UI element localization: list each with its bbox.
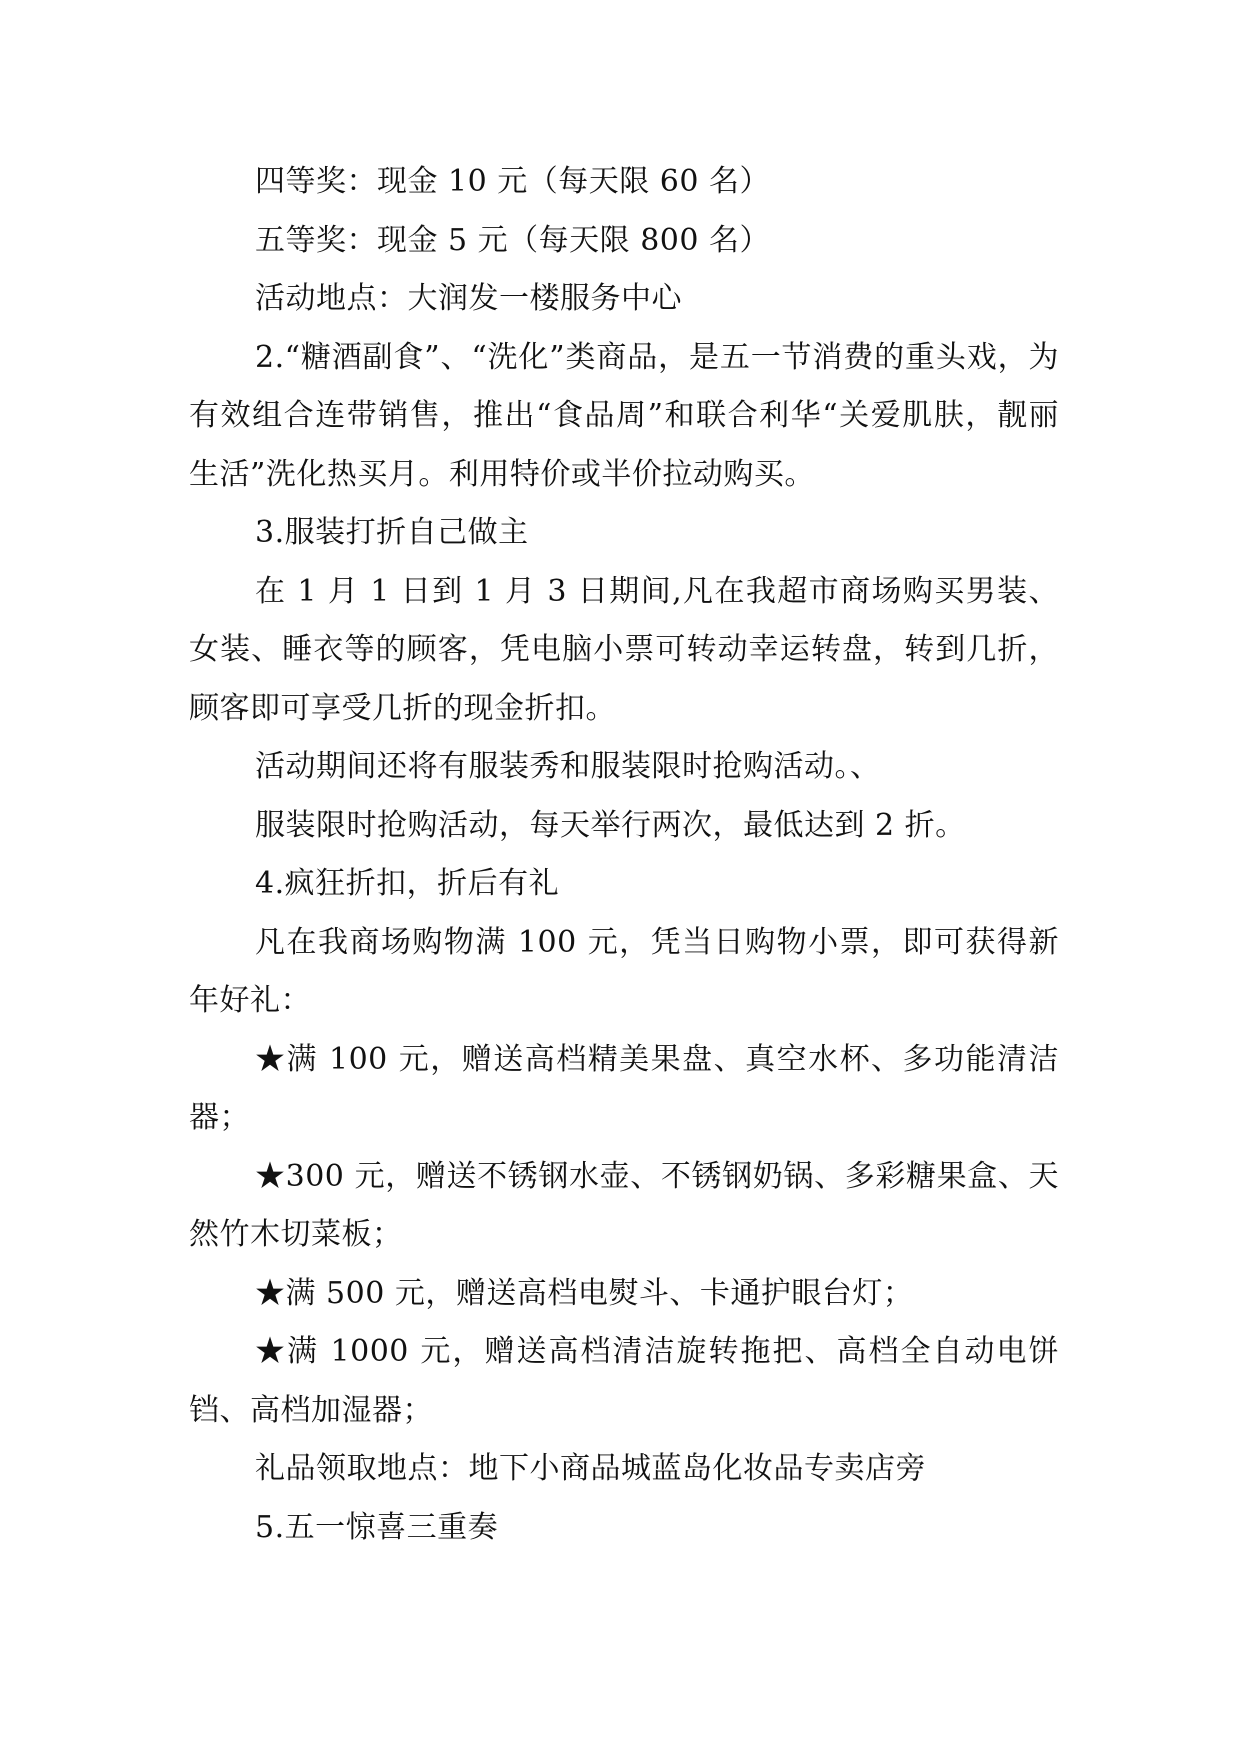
paragraph-fifth-prize: 五等奖：现金 5 元（每天限 800 名） xyxy=(255,222,770,258)
paragraph-gift-500: ★满 500 元，赠送高档电熨斗、卡通护眼台灯； xyxy=(255,1275,914,1311)
paragraph-gift-300: ★300 元，赠送不锈钢水壶、不锈钢奶锅、多彩糖果盒、天然竹木切菜板； xyxy=(189,1158,1059,1252)
paragraph-gift-location: 礼品领取地点：地下小商品城蓝岛化妆品专卖店旁 xyxy=(255,1451,926,1486)
paragraph-item-4-heading: 4.疯狂折扣，折后有礼 xyxy=(255,866,560,901)
paragraph-fashion-show: 活动期间还将有服装秀和服装限时抢购活动。、 xyxy=(255,749,881,784)
paragraph-gift-100: ★满 100 元，赠送高档精美果盘、真空水杯、多功能清洁器； xyxy=(189,1041,1059,1135)
paragraph-item-4-body: 凡在我商场购物满 100 元，凭当日购物小票，即可获得新年好礼： xyxy=(189,924,1059,1018)
paragraph-flash-sale: 服装限时抢购活动，每天举行两次，最低达到 2 折。 xyxy=(255,807,966,843)
paragraph-item-2: 2.“糖酒副食”、“洗化”类商品，是五一节消费的重头戏，为有效组合连带销售，推出“食品周”和联合利华“关爱肌肤，靓丽生活”洗化热买月。利用特价或半价拉动购买。 xyxy=(189,339,1059,492)
paragraph-item-3-heading: 3.服装打折自己做主 xyxy=(255,515,529,550)
paragraph-gift-1000: ★满 1000 元，赠送高档清洁旋转拖把、高档全自动电饼铛、高档加湿器； xyxy=(189,1334,1059,1428)
paragraph-item-3-body: 在 1 月 1 日到 1 月 3 日期间,凡在我超市商场购买男装、女装、睡衣等的顾客，凭电脑小票可转动幸运转盘，转到几折，顾客即可享受几折的现金折扣。 xyxy=(189,573,1059,726)
document-body xyxy=(189,153,1059,1557)
paragraph-fourth-prize: 四等奖：现金 10 元（每天限 60 名） xyxy=(255,164,770,199)
paragraph-item-5-heading: 5.五一惊喜三重奏 xyxy=(255,1509,499,1545)
paragraph-location: 活动地点：大润发一楼服务中心 xyxy=(255,281,682,316)
